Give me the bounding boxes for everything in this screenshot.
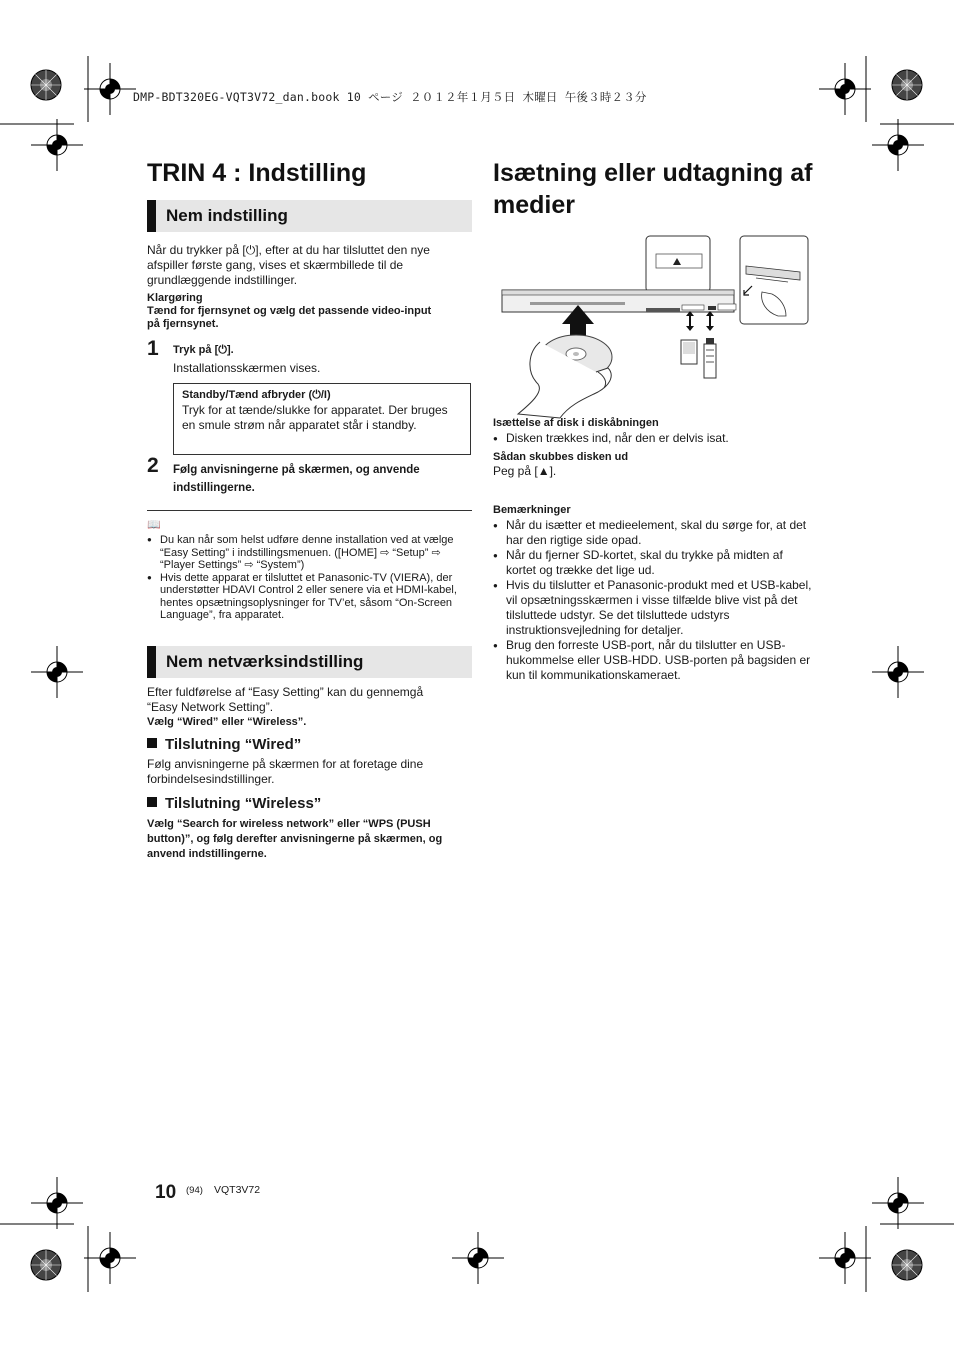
- standby-box-title: Standby/Tænd afbryder (⏻/I): [182, 389, 331, 401]
- prep-text: Tænd for fjernsynet og vælg det passende video-input på fjernsynet.: [147, 305, 432, 330]
- page-title-right: Isætning eller udtagning af medier: [493, 159, 813, 219]
- network-intro: Efter fuldførelse af “Easy Setting” kan du gennemgå “Easy Network Setting”.: [147, 685, 424, 714]
- step-1-text: Tryk på [⏻].: [173, 344, 234, 356]
- list-item: ● Du kan når som helst udføre denne installation ved at vælge “Easy Setting” i indstillingsmenuen. ([HOME] ⇨ “Setup” ⇨ “Player Settings” ⇨ “System”): [147, 534, 467, 572]
- list-item: ● Hvis dette apparat er tilsluttet et Panasonic-TV (VIERA), der understøtter HDAVI Control 2 eller senere via et HDMI-kabel, hentes opsætningsoplysninger for TV’et, såsom “On-Screen Language”, fra apparatet.: [147, 572, 467, 622]
- easy-setting-notes: [147, 534, 467, 622]
- step-number-2: 2: [147, 454, 159, 477]
- sunburst-mark-top-left: [31, 70, 61, 100]
- page-number: 10: [155, 1182, 177, 1203]
- standby-box-text: Tryk for at tænde/slukke for apparatet. Der bruges en smule strøm når apparatet står i standby.: [182, 403, 448, 432]
- sunburst-mark-bottom-left: [31, 1250, 61, 1280]
- list-item: ● Når du fjerner SD-kortet, skal du trykke på midten af kortet og trække det lige ud.: [493, 548, 813, 578]
- step-2-text: Følg anvisningerne på skærmen, og anvende indstillingerne.: [173, 464, 420, 494]
- notes-list: [493, 518, 813, 683]
- list-item: ● Når du isætter et medieelement, skal du sørge for, at det har den rigtige side opad.: [493, 518, 813, 548]
- network-select: Vælg “Wired” eller “Wireless”.: [147, 716, 307, 728]
- list-item: ● Disken trækkes ind, når den er delvis isat.: [493, 431, 813, 446]
- wireless-heading: Tilslutning “Wireless”: [147, 795, 321, 812]
- notes-heading: Bemærkninger: [493, 504, 571, 516]
- standby-info-box: [173, 383, 471, 455]
- insert-disc-list: [493, 431, 813, 446]
- wired-text: Følg anvisningerne på skærmen for at foretage dine forbindelsesindstillinger.: [147, 757, 424, 786]
- eject-heading: Sådan skubbes disken ud: [493, 451, 629, 463]
- section-heading-network-setting: Nem netværksindstilling: [147, 646, 472, 678]
- disc-insert-illustration: [500, 232, 812, 420]
- page-title-left: TRIN 4 : Indstilling: [147, 159, 367, 187]
- sunburst-mark-top-right: [892, 70, 922, 100]
- step-number-1: 1: [147, 337, 159, 360]
- book-icon: 📖: [147, 519, 161, 531]
- divider: [147, 510, 472, 511]
- eject-text: Peg på [▲].: [493, 464, 557, 478]
- page-ref: (94): [186, 1185, 203, 1196]
- insert-disc-heading: Isættelse af disk i diskåbningen: [493, 417, 659, 429]
- list-item: ● Brug den forreste USB-port, når du tilslutter en USB-hukommelse eller USB-HDD. USB-porten på bagsiden er kun til kommunikationskameraet.: [493, 638, 813, 683]
- list-item: ● Hvis du tilslutter et Panasonic-produkt med et USB-kabel, vil opsætningsskærmen i visse tilfælde blive vist på det tilsluttede udstyr. Se det tilsluttede udstyrs instruktionsvejledning for detaljer.: [493, 578, 813, 638]
- prep-label: Klargøring: [147, 292, 203, 304]
- wireless-text: Vælg “Search for wireless network” eller “WPS (PUSH button)”, og følg derefter anvisningerne på skærmen, og anvend indstillingerne.: [147, 818, 443, 860]
- section-heading-easy-setting: Nem indstilling: [147, 200, 472, 232]
- doc-code: VQT3V72: [214, 1184, 261, 1196]
- wired-heading: Tilslutning “Wired”: [147, 736, 301, 753]
- easy-setting-intro: Når du trykker på [⏻], efter at du har tilsluttet den nye afspiller første gang, vises et skærmbillede til de grundlæggende indstillinger.: [147, 243, 430, 287]
- step-1-sub: Installationsskærmen vises.: [173, 361, 321, 375]
- print-header: DMP-BDT320EG-VQT3V72_dan.book 10 ページ ２０１２年１月５日 木曜日 午後３時２３分: [133, 90, 647, 104]
- sunburst-mark-bottom-right: [892, 1250, 922, 1280]
